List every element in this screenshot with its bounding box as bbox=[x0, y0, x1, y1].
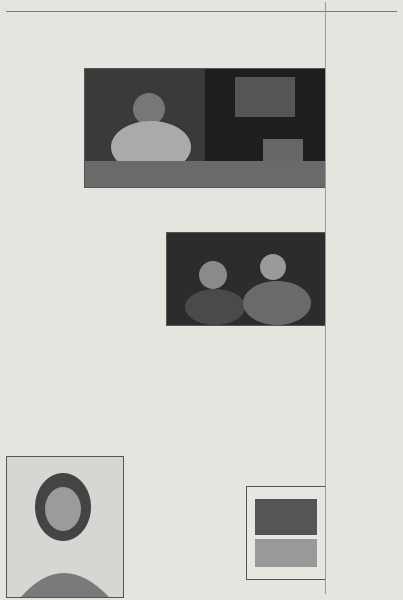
photo-castro-image bbox=[167, 233, 325, 325]
photo-portrait bbox=[6, 456, 124, 598]
column-2 bbox=[90, 232, 162, 352]
photo-portrait-image bbox=[7, 457, 123, 597]
column-right bbox=[328, 2, 398, 594]
column-1 bbox=[6, 232, 86, 372]
column-4 bbox=[246, 336, 324, 456]
photo-writer-desk bbox=[84, 68, 326, 188]
photo-book-cover bbox=[246, 486, 326, 580]
photo-castro bbox=[166, 232, 326, 326]
photo-book-cover-image bbox=[247, 487, 325, 579]
column-3 bbox=[166, 336, 240, 486]
column-divider bbox=[325, 2, 326, 594]
photo-writer-desk-image bbox=[85, 69, 325, 187]
